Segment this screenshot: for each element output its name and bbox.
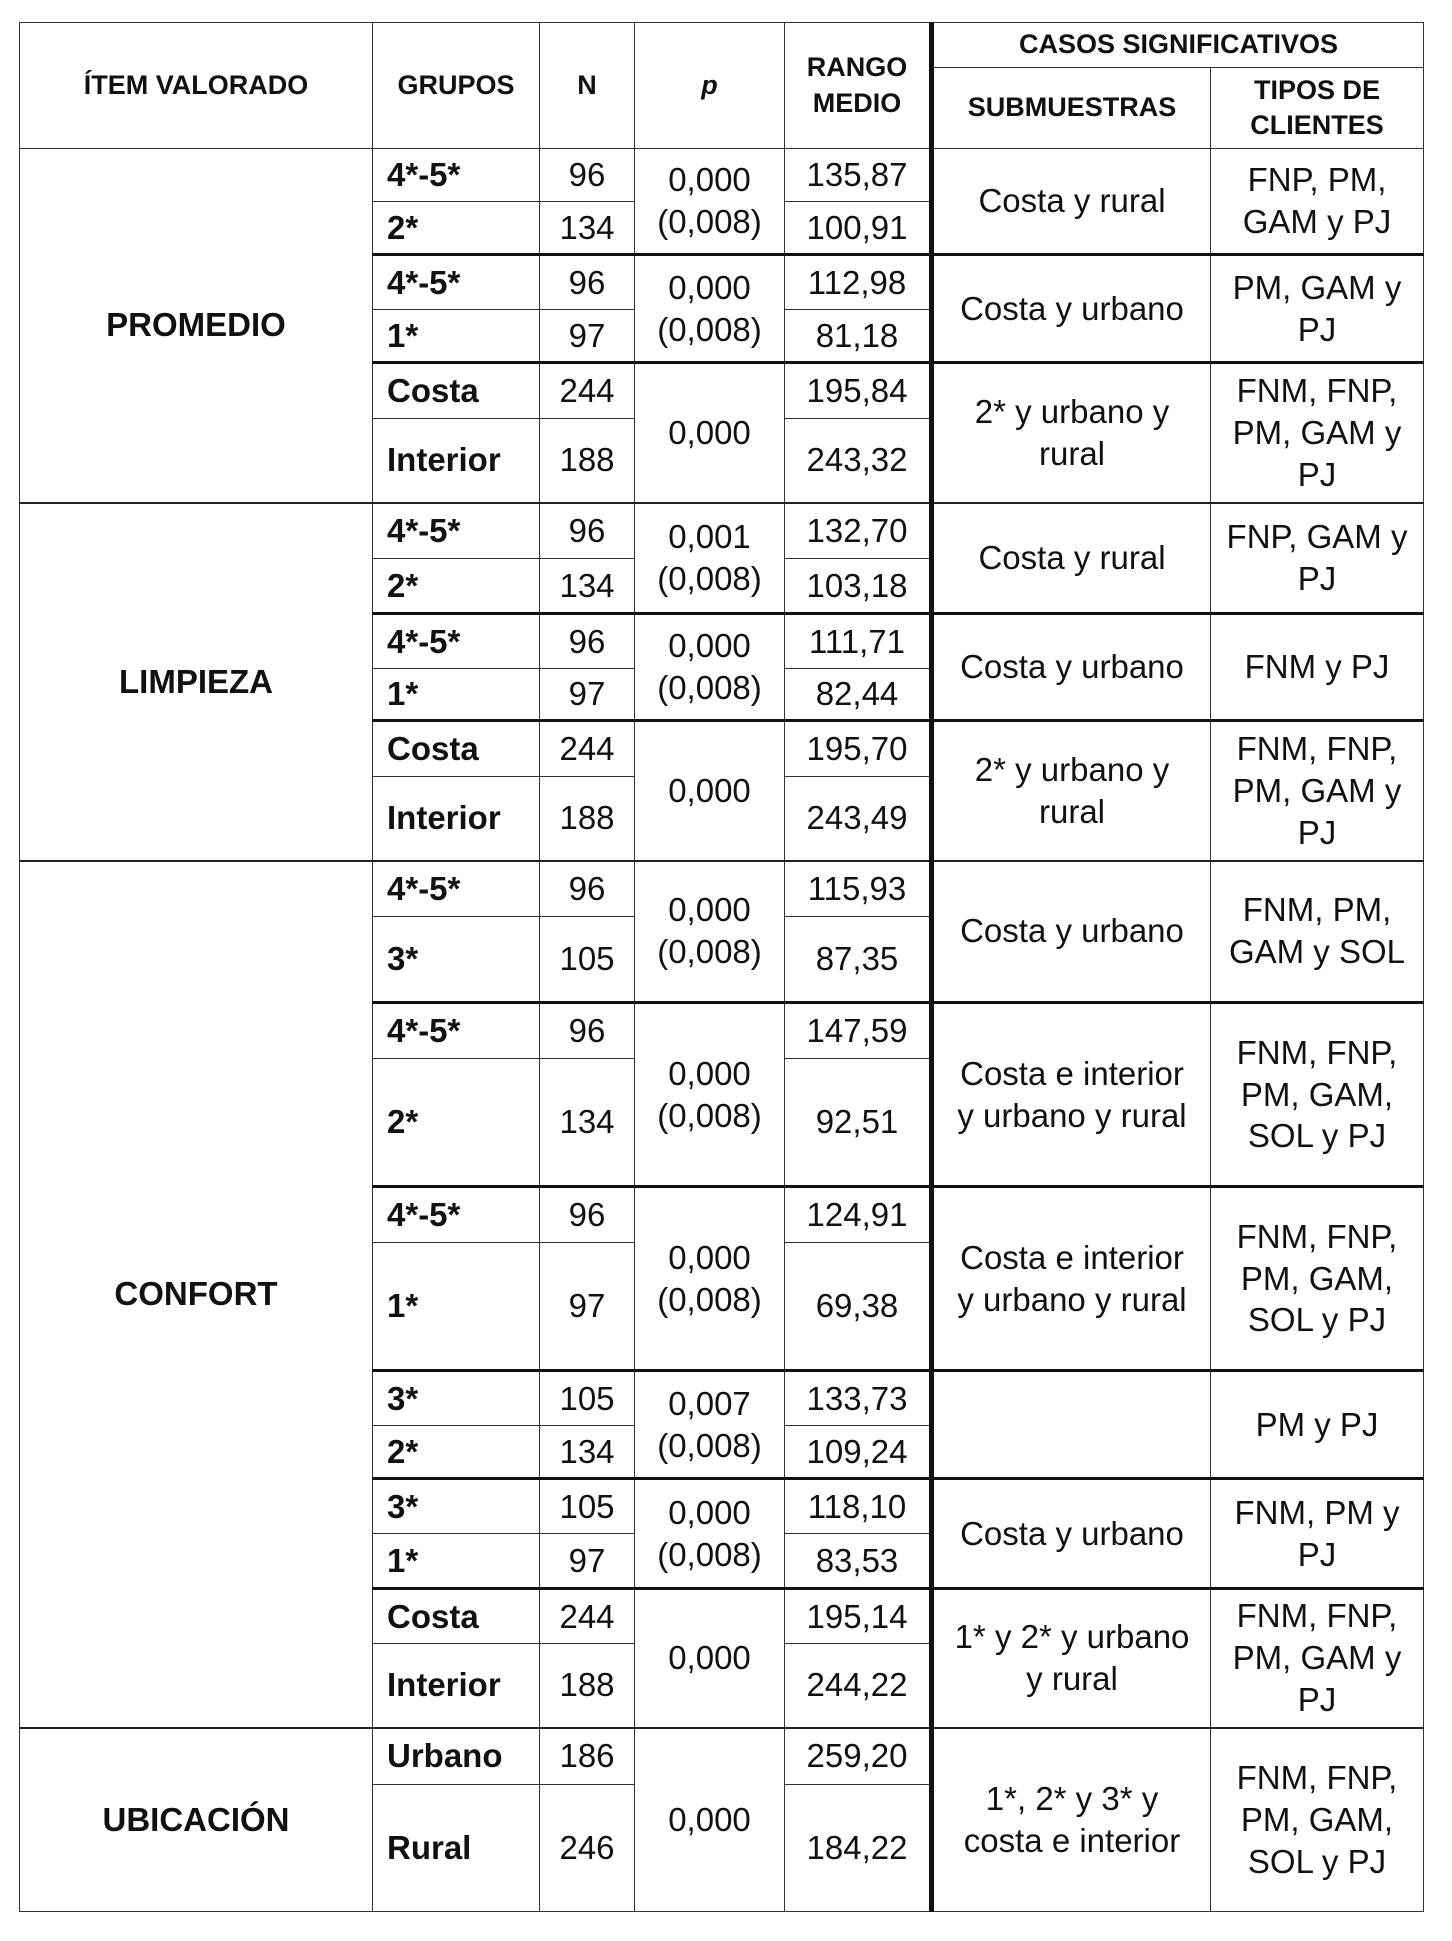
submuestras: Costa e interior y urbano y rural (932, 1187, 1211, 1371)
group-n: 105 (540, 917, 635, 1003)
group-n: 97 (540, 669, 635, 721)
p-value: 0,000 (668, 161, 751, 199)
p-value-cell (635, 1589, 785, 1728)
rango-medio: 112,98 (785, 255, 932, 310)
header-submuestras: SUBMUESTRAS (932, 68, 1211, 149)
rango-medio: 100,91 (785, 202, 932, 255)
group-name: Interior (373, 1644, 540, 1728)
p-adjusted: (0,008) (657, 1280, 762, 1318)
p-value-cell (635, 503, 785, 614)
tipos-clientes: FNM, FNP, PM, GAM y PJ (1211, 1589, 1424, 1728)
item-name: PROMEDIO (20, 149, 373, 503)
submuestras: Costa y rural (932, 149, 1211, 255)
tipos-clientes: FNM y PJ (1211, 614, 1424, 721)
header-p: p (635, 23, 785, 149)
group-name: 3* (373, 1479, 540, 1534)
rango-medio: 87,35 (785, 917, 932, 1003)
rango-medio: 124,91 (785, 1187, 932, 1243)
rango-medio: 111,71 (785, 614, 932, 669)
p-value-cell (635, 1371, 785, 1479)
group-name: 1* (373, 1243, 540, 1371)
p-value: 0,000 (668, 891, 751, 929)
group-name: Costa (373, 1589, 540, 1644)
tipos-clientes: FNP, PM, GAM y PJ (1211, 149, 1424, 255)
tipos-clientes: PM, GAM y PJ (1211, 255, 1424, 363)
submuestras: 1*, 2* y 3* y costa e interior (932, 1728, 1211, 1912)
p-value: 0,000 (668, 771, 751, 809)
group-name: Costa (373, 721, 540, 777)
group-name: 4*-5* (373, 861, 540, 917)
group-n: 105 (540, 1371, 635, 1426)
group-name: Rural (373, 1785, 540, 1912)
group-name: Interior (373, 777, 540, 861)
tipos-clientes: PM y PJ (1211, 1371, 1424, 1479)
rango-medio: 109,24 (785, 1426, 932, 1479)
group-name: 2* (373, 202, 540, 255)
table-row (20, 503, 1424, 559)
tipos-clientes: FNM, FNP, PM, GAM, SOL y PJ (1211, 1003, 1424, 1187)
group-name: Urbano (373, 1728, 540, 1785)
group-name: 4*-5* (373, 614, 540, 669)
rango-medio: 83,53 (785, 1534, 932, 1589)
p-value: 0,000 (668, 413, 751, 451)
p-adjusted: (0,008) (657, 310, 762, 348)
p-value-cell (635, 149, 785, 255)
p-adjusted: (0,008) (657, 669, 762, 706)
rango-medio: 243,49 (785, 777, 932, 861)
p-value-cell (635, 1479, 785, 1589)
p-value-cell (635, 721, 785, 861)
group-n: 134 (540, 1426, 635, 1479)
rango-medio: 133,73 (785, 1371, 932, 1426)
group-n: 134 (540, 559, 635, 614)
submuestras: Costa y urbano (932, 861, 1211, 1003)
tipos-clientes: FNM, FNP, PM, GAM, SOL y PJ (1211, 1728, 1424, 1912)
rango-medio: 69,38 (785, 1243, 932, 1371)
group-n: 244 (540, 721, 635, 777)
p-value: 0,000 (668, 627, 751, 665)
p-value-cell (635, 1728, 785, 1912)
group-n: 188 (540, 419, 635, 503)
p-value: 0,001 (668, 517, 751, 555)
group-n: 105 (540, 1479, 635, 1534)
tipos-clientes: FNM, FNP, PM, GAM y PJ (1211, 363, 1424, 503)
p-value: 0,000 (668, 1639, 751, 1677)
header-n: N (540, 23, 635, 149)
table-row (20, 1728, 1424, 1785)
submuestras: Costa y urbano (932, 255, 1211, 363)
group-n: 96 (540, 614, 635, 669)
group-n: 188 (540, 777, 635, 861)
table-row (20, 149, 1424, 202)
group-name: Interior (373, 419, 540, 503)
submuestras: 1* y 2* y urbano y rural (932, 1589, 1211, 1728)
p-adjusted: (0,008) (657, 559, 762, 597)
p-value-cell (635, 1187, 785, 1371)
p-value-cell (635, 1003, 785, 1187)
group-n: 96 (540, 861, 635, 917)
group-n: 96 (540, 1187, 635, 1243)
tipos-clientes: FNM, PM, GAM y SOL (1211, 861, 1424, 1003)
group-name: 3* (373, 917, 540, 1003)
group-n: 244 (540, 363, 635, 419)
header-rango-medio: RANGO MEDIO (785, 23, 932, 149)
group-name: 4*-5* (373, 149, 540, 202)
p-adjusted: (0,008) (657, 1426, 762, 1464)
p-value-cell (635, 614, 785, 721)
group-n: 134 (540, 1059, 635, 1187)
group-n: 186 (540, 1728, 635, 1785)
p-value: 0,000 (668, 1054, 751, 1092)
group-n: 97 (540, 310, 635, 363)
group-name: Costa (373, 363, 540, 419)
group-name: 2* (373, 1426, 540, 1479)
group-n: 96 (540, 503, 635, 559)
p-value: 0,000 (668, 1493, 751, 1531)
p-adjusted: (0,008) (657, 203, 762, 240)
p-value-cell (635, 255, 785, 363)
group-n: 134 (540, 202, 635, 255)
p-adjusted: (0,008) (657, 1535, 762, 1573)
tipos-clientes: FNM, FNP, PM, GAM y PJ (1211, 721, 1424, 861)
p-value: 0,000 (668, 268, 751, 306)
p-value: 0,000 (668, 1238, 751, 1276)
rango-medio: 81,18 (785, 310, 932, 363)
header-item: ÍTEM VALORADO (20, 23, 373, 149)
group-n: 246 (540, 1785, 635, 1912)
header-casos-significativos: CASOS SIGNIFICATIVOS (932, 23, 1424, 68)
submuestras: 2* y urbano y rural (932, 363, 1211, 503)
rango-medio: 195,84 (785, 363, 932, 419)
rango-medio: 103,18 (785, 559, 932, 614)
p-adjusted: (0,008) (657, 1096, 762, 1134)
rango-medio: 115,93 (785, 861, 932, 917)
group-name: 4*-5* (373, 1187, 540, 1243)
item-name: CONFORT (20, 861, 373, 1728)
group-n: 188 (540, 1644, 635, 1728)
group-n: 97 (540, 1534, 635, 1589)
table-row (20, 861, 1424, 917)
tipos-clientes: FNM, PM y PJ (1211, 1479, 1424, 1589)
rango-medio: 132,70 (785, 503, 932, 559)
p-adjusted: (0,008) (657, 933, 762, 971)
rango-medio: 82,44 (785, 669, 932, 721)
rango-medio: 184,22 (785, 1785, 932, 1912)
item-name: LIMPIEZA (20, 503, 373, 861)
header-tipos-clientes: TIPOS DE CLIENTES (1211, 68, 1424, 149)
submuestras: Costa e interior y urbano y rural (932, 1003, 1211, 1187)
submuestras (932, 1371, 1211, 1479)
p-value-cell (635, 363, 785, 503)
submuestras: Costa y urbano (932, 1479, 1211, 1589)
group-name: 1* (373, 1534, 540, 1589)
submuestras: Costa y rural (932, 503, 1211, 614)
header-grupos: GRUPOS (373, 23, 540, 149)
group-n: 97 (540, 1243, 635, 1371)
group-name: 1* (373, 310, 540, 363)
tipos-clientes: FNM, FNP, PM, GAM, SOL y PJ (1211, 1187, 1424, 1371)
tipos-clientes: FNP, GAM y PJ (1211, 503, 1424, 614)
group-name: 1* (373, 669, 540, 721)
group-name: 4*-5* (373, 503, 540, 559)
group-n: 96 (540, 149, 635, 202)
group-n: 244 (540, 1589, 635, 1644)
rango-medio: 244,22 (785, 1644, 932, 1728)
rango-medio: 195,70 (785, 721, 932, 777)
rango-medio: 92,51 (785, 1059, 932, 1187)
item-name: UBICACIÓN (20, 1728, 373, 1912)
group-n: 96 (540, 1003, 635, 1059)
group-name: 4*-5* (373, 1003, 540, 1059)
rango-medio: 118,10 (785, 1479, 932, 1534)
group-n: 96 (540, 255, 635, 310)
results-table (19, 22, 1424, 1912)
group-name: 4*-5* (373, 255, 540, 310)
group-name: 2* (373, 1059, 540, 1187)
group-name: 3* (373, 1371, 540, 1426)
rango-medio: 243,32 (785, 419, 932, 503)
rango-medio: 259,20 (785, 1728, 932, 1785)
p-value: 0,000 (668, 1800, 751, 1838)
submuestras: Costa y urbano (932, 614, 1211, 721)
rango-medio: 195,14 (785, 1589, 932, 1644)
p-value-cell (635, 861, 785, 1003)
submuestras: 2* y urbano y rural (932, 721, 1211, 861)
rango-medio: 135,87 (785, 149, 932, 202)
p-value: 0,007 (668, 1384, 751, 1422)
rango-medio: 147,59 (785, 1003, 932, 1059)
group-name: 2* (373, 559, 540, 614)
